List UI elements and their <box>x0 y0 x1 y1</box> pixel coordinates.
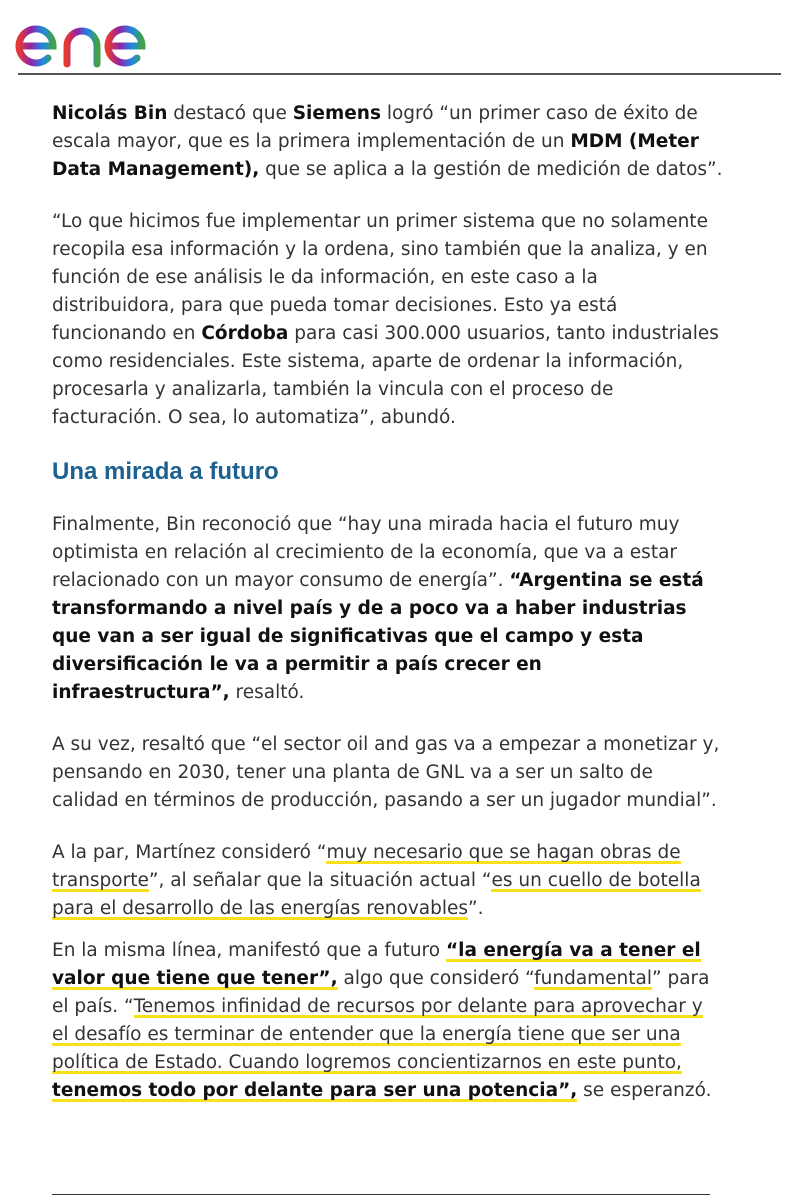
highlighted-text: tenemos todo por delante para ser una potencia”, <box>52 1080 578 1101</box>
highlighted-text: es un cuello de botella para el desarrollo de las energías renovables <box>52 870 701 919</box>
paragraph-1: Nicolás Bin destacó que Siemens logró “un primer caso de éxito de escala mayor, que es la primera implementación de un MDM (Meter Data Management), que se aplica a la gestión de medición de datos”. <box>52 103 723 180</box>
section-heading: Una mirada a futuro <box>52 458 279 485</box>
highlighted-text: muy necesario que se hagan obras de transporte <box>52 842 681 891</box>
highlighted-text: “la energía va a tener el valor que tiene que tener”, <box>52 940 701 989</box>
highlighted-text: Tenemos infinidad de recursos por delante para aprovechar y el desafío es terminar de entender que la energía tiene que ser una política de Estado. Cuando logremos concientizarnos en este punto, <box>52 996 703 1073</box>
paragraph-6: En la misma línea, manifestó que a futuro “la energía va a tener el valor que tiene que tener”, algo que consideró “fundamental” para el país. “Tenemos infinidad de recursos por delante para aprovechar y el desafío es terminar de entender que la energía tiene que ser una política de Estado. Cuando logremos concientizarnos en este punto, tenemos todo por delante para ser una potencia”, se esperanzó. <box>52 940 712 1101</box>
highlighted-text: fundamental <box>534 968 653 989</box>
header-divider <box>18 73 781 75</box>
paragraph-5: A la par, Martínez consideró “muy necesario que se hagan obras de transporte”, al señalar que la situación actual “es un cuello de botella para el desarrollo de las energías renovables”. <box>52 842 701 919</box>
article-body <box>52 100 724 1129</box>
paragraph-2: “Lo que hicimos fue implementar un primer sistema que no solamente recopila esa información y la ordena, sino también que la analiza, y en función de ese análisis le da información, en este caso a la distribuidora, para que pueda tomar decisiones. Esto ya está funcionando en Córdoba para casi 300.000 usuarios, tanto industriales como residenciales. Este sistema, aparte de ordenar la información, procesarla y analizarla, también la vincula con el proceso de facturación. O sea, lo automatiza”, abundó. <box>52 211 719 428</box>
bottom-divider <box>52 1194 710 1195</box>
site-header <box>0 0 800 76</box>
enel-logo[interactable] <box>15 6 185 70</box>
paragraph-3: Finalmente, Bin reconoció que “hay una mirada hacia el futuro muy optimista en relación al crecimiento de la economía, que va a estar relacionado con un mayor consumo de energía”. “Argentina se está transformando a nivel país y de a poco va a haber industrias que van a ser igual de significativas que el campo y esta diversificación le va a permitir a país crecer en infraestructura”, resaltó. <box>52 514 704 703</box>
paragraph-4: A su vez, resaltó que “el sector oil and gas va a empezar a monetizar y, pensando en 2030, tener una planta de GNL va a ser un salto de calidad en términos de producción, pasando a ser un jugador mundial”. <box>52 734 720 811</box>
